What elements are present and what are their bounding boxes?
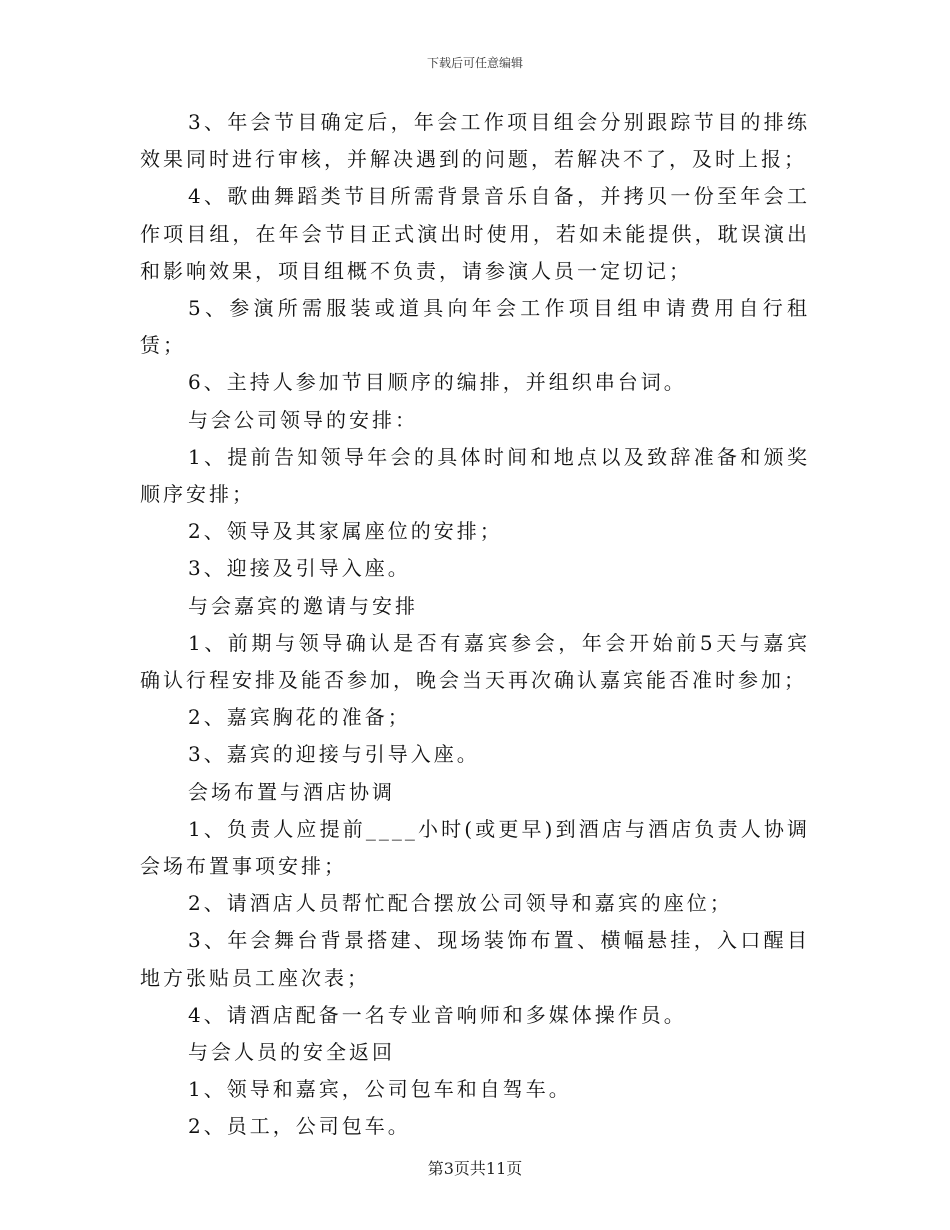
- section-heading-return: 与会人员的安全返回: [188, 1040, 395, 1065]
- paragraph-item-4: 4、歌曲舞蹈类节目所需背景音乐自备，并拷贝一份至年会工作项目组，在年会节目正式演出时使用，若如未能提供，耽误演出和影响效果，项目组概不负责，请参演人员一定切记；: [140, 184, 810, 283]
- section-heading-guests: 与会嘉宾的邀请与安排: [188, 593, 418, 618]
- paragraph-guests-3: 3、嘉宾的迎接与引导入座。: [188, 742, 480, 767]
- paragraph-return-1: 1、领导和嘉宾，公司包车和自驾车。: [188, 1077, 572, 1102]
- paragraph-item-3: 3、年会节目确定后，年会工作项目组会分别跟踪节目的排练效果同时进行审核，并解决遇到的问题，若解决不了，及时上报；: [140, 110, 810, 172]
- paragraph-guests-2: 2、嘉宾胸花的准备；: [188, 705, 411, 730]
- paragraph-venue-2: 2、请酒店人员帮忙配合摆放公司领导和嘉宾的座位；: [188, 891, 733, 916]
- paragraph-venue-1: 1、负责人应提前____小时(或更早)到酒店与酒店负责人协调会场布置事项安排；: [140, 816, 810, 879]
- paragraph-leaders-2: 2、领导及其家属座位的安排；: [188, 519, 503, 544]
- page-number: 第3页共11页: [427, 1159, 523, 1178]
- paragraph-item-6: 6、主持人参加节目顺序的编排，并组织串台词。: [188, 370, 687, 395]
- section-heading-leaders: 与会公司领导的安排：: [188, 407, 418, 432]
- paragraph-guests-1: 1、前期与领导确认是否有嘉宾参会，年会开始前5天与嘉宾确认行程安排及能否参加，晚会当天再次确认嘉宾能否准时参加；: [140, 630, 810, 693]
- paragraph-return-2: 2、员工，公司包车。: [188, 1114, 411, 1139]
- page-header: 下载后可任意编辑: [426, 56, 523, 70]
- document-body: [140, 104, 810, 1146]
- paragraph-item-5: 5、参演所需服装或道具向年会工作项目组申请费用自行租赁；: [140, 296, 810, 358]
- section-heading-venue: 会场布置与酒店协调: [188, 779, 395, 804]
- paragraph-leaders-3: 3、迎接及引导入座。: [188, 556, 411, 581]
- paragraph-leaders-1: 1、提前告知领导年会的具体时间和地点以及致辞准备和颁奖顺序安排；: [140, 444, 810, 507]
- paragraph-venue-4: 4、请酒店配备一名专业音响师和多媒体操作员。: [188, 1002, 687, 1027]
- paragraph-venue-3: 3、年会舞台背景搭建、现场装饰布置、横幅悬挂，入口醒目地方张贴员工座次表；: [140, 928, 810, 990]
